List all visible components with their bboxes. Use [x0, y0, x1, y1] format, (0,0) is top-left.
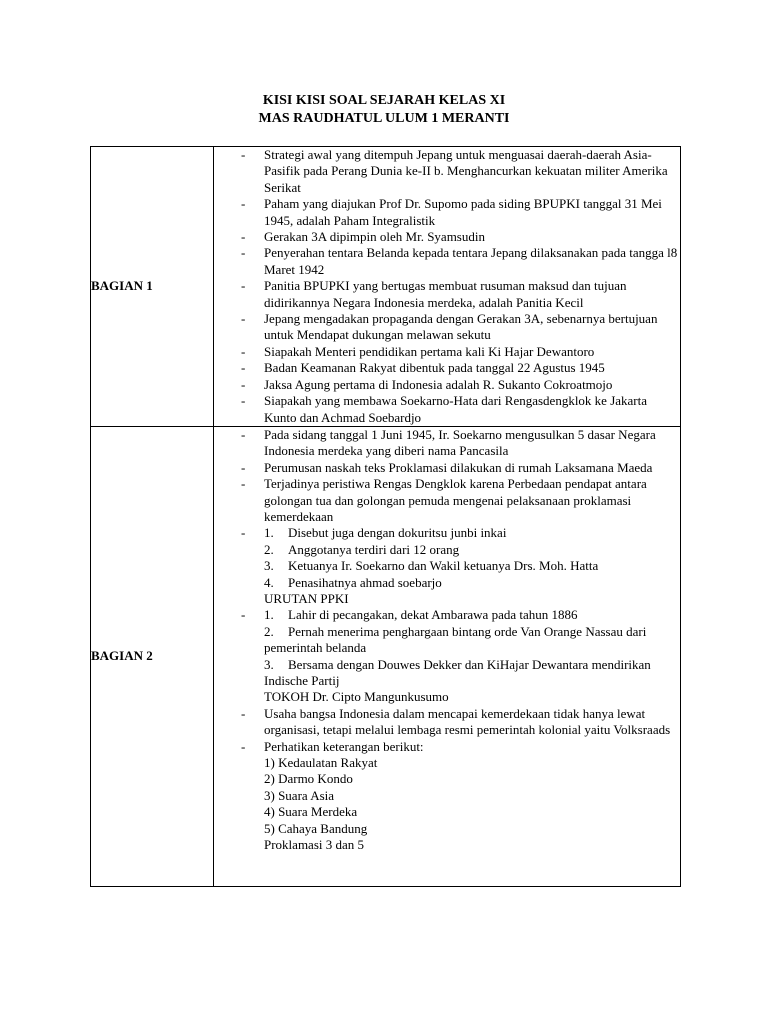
answer-line: TOKOH Dr. Cipto Mangunkusumo: [264, 689, 449, 705]
question-list: [214, 427, 680, 854]
answer-line: Proklamasi 3 dan 5: [264, 837, 365, 853]
numbered-line: [264, 607, 680, 623]
list-item-tokoh: [214, 607, 680, 705]
line-number: 3.: [264, 558, 274, 574]
question-grid-table: [90, 146, 681, 887]
document-subtitle: MAS RAUDHATUL ULUM 1 MERANTI: [258, 111, 510, 126]
line-number: 1.: [264, 525, 274, 541]
section-row-2: [91, 426, 681, 886]
list-item: - Panitia BPUPKI yang bertugas membuat rusuman maksud dan tujuan didirikannya Negara Indonesia merdeka, adalah Panitia Kecil: [214, 278, 680, 311]
option-line: 3) Suara Asia: [264, 787, 335, 803]
line-text: Disebut juga dengan dokuritsu junbi inkai: [288, 525, 507, 541]
line-text: Penasihatnya ahmad soebarjo: [288, 574, 442, 590]
list-item: - Jepang mengadakan propaganda dengan Gerakan 3A, sebenarnya bertujuan untuk Mendapat dukungan melawan sekutu: [214, 311, 680, 344]
list-item: - Badan Keamanan Rakyat dibentuk pada tanggal 22 Agustus 1945: [214, 360, 680, 376]
section-content: [214, 426, 681, 886]
list-item: - Usaha bangsa Indonesia dalam mencapai kemerdekaan tidak hanya lewat organisasi, tetapi melalui lembaga resmi pemerintah kolonial yaitu Volksraads: [214, 706, 680, 739]
line-number: 3.: [264, 656, 274, 672]
line-text: Anggotanya terdiri dari 12 orang: [288, 541, 460, 557]
list-item: - Siapakah yang membawa Soekarno-Hata dari Rengasdengklok ke Jakarta Kunto dan Achmad Soebardjo: [214, 393, 680, 426]
list-item: - Paham yang diajukan Prof Dr. Supomo pada siding BPUPKI tanggal 31 Mei 1945, adalah Paham Integralistik: [214, 196, 680, 229]
list-item: - Penyerahan tentara Belanda kepada tentara Jepang dilaksanakan pada tangga l8 Maret 1942: [214, 245, 680, 278]
section-label: BAGIAN 1: [91, 147, 214, 427]
line-number: 4.: [264, 574, 274, 590]
line-number: 2.: [264, 623, 274, 639]
line-text: Pernah menerima penghargaan bintang orde Van Orange Nassau dari pemerintah belanda: [264, 623, 647, 656]
question-list: [214, 147, 680, 426]
list-item-press: [214, 739, 680, 854]
list-item: - Jaksa Agung pertama di Indonesia adalah R. Sukanto Cokroatmojo: [214, 377, 680, 393]
list-item: - Terjadinya peristiwa Rengas Dengklok karena Perbedaan pendapat antara golongan tua dan golongan pemuda mengenai pelaksanaan proklamasi kemerdekaan: [214, 476, 680, 525]
line-number: 2.: [264, 541, 274, 557]
option-line: 2) Darmo Kondo: [264, 771, 353, 787]
line-text: Lahir di pecangakan, dekat Ambarawa pada tahun 1886: [288, 607, 578, 623]
list-item: - Pada sidang tanggal 1 Juni 1945, Ir. Soekarno mengusulkan 5 dasar Negara Indonesia merdeka yang diberi nama Pancasila: [214, 427, 680, 460]
list-item: - Gerakan 3A dipimpin oleh Mr. Syamsudin: [214, 229, 680, 245]
section-content: [214, 147, 681, 427]
line-text: Bersama dengan Douwes Dekker dan KiHajar Dewantara mendirikan Indische Partij: [264, 656, 651, 688]
option-line: 5) Cahaya Bandung: [264, 820, 368, 836]
line-text: Ketuanya Ir. Soekarno dan Wakil ketuanya Drs. Moh. Hatta: [288, 558, 599, 574]
option-line: 4) Suara Merdeka: [264, 804, 358, 820]
section-label: BAGIAN 2: [91, 426, 214, 886]
numbered-line: [264, 542, 680, 558]
answer-line: URUTAN PPKI: [264, 590, 349, 606]
numbered-line: [264, 525, 680, 541]
numbered-line: [264, 657, 680, 690]
list-item: - Perumusan naskah teks Proklamasi dilakukan di rumah Laksamana Maeda: [214, 460, 680, 476]
list-item: - Siapakah Menteri pendidikan pertama kali Ki Hajar Dewantoro: [214, 344, 680, 360]
list-item-ppki: [214, 525, 680, 607]
line-number: 1.: [264, 607, 274, 623]
document-title: KISI KISI SOAL SEJARAH KELAS XI: [262, 93, 506, 108]
item-intro: - Perhatikan keterangan berikut:: [264, 738, 424, 754]
numbered-line: [264, 624, 680, 657]
option-line: 1) Kedaulatan Rakyat: [264, 755, 378, 771]
section-row-1: [91, 147, 681, 427]
numbered-line: [264, 575, 680, 591]
list-item: - Strategi awal yang ditempuh Jepang untuk menguasai daerah-daerah Asia-Pasifik pada Perang Dunia ke-II b. Menghancurkan kekuatan militer Amerika Serikat: [214, 147, 680, 196]
numbered-line: [264, 558, 680, 574]
